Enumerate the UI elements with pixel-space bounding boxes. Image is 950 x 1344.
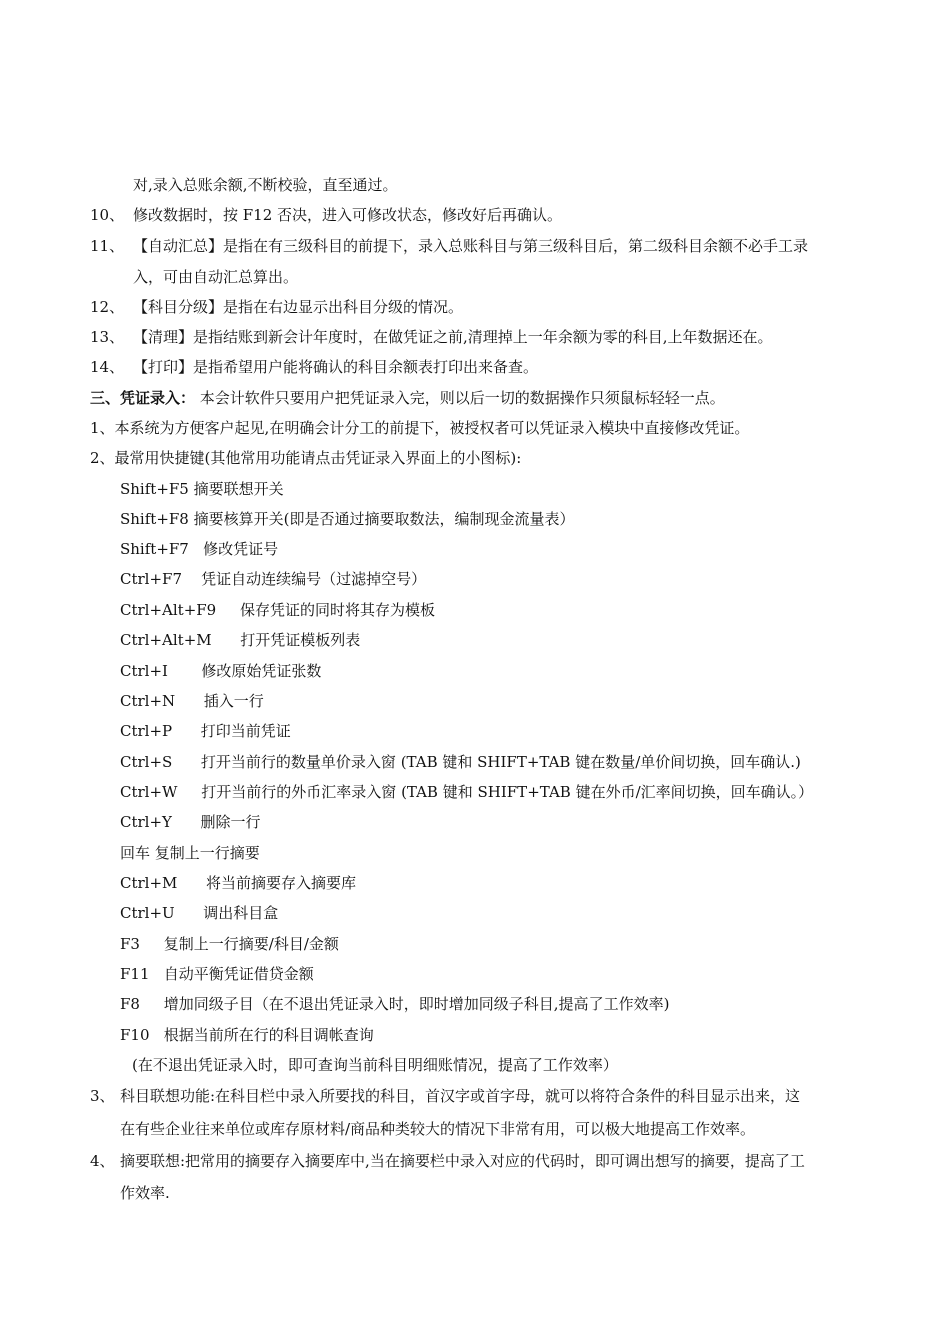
section-title: 三、凭证录入： (90, 389, 196, 407)
item-number: 10、 (90, 206, 125, 224)
section-text: 本会计软件只要用户把凭证录入完，则以后一切的数据操作只须鼠标轻轻一点。 (199, 389, 725, 407)
shortcut-line: Ctrl+F7 凭证自动连续编号（过滤掉空号） (120, 570, 427, 588)
text-line: 在有些企业往来单位或库存原材料/商品种类较大的情况下非常有用，可以极大地提高工作效率。 (120, 1120, 756, 1138)
shortcut-line: Ctrl+P 打印当前凭证 (120, 722, 291, 740)
shortcut-line: Ctrl+Y 删除一行 (120, 813, 261, 831)
text-line: 科目联想功能:在科目栏中录入所要找的科目，首汉字或首字母，就可以将符合条件的科目显示出来，这 (120, 1087, 801, 1105)
shortcut-line: Ctrl+M 将当前摘要存入摘要库 (120, 874, 357, 892)
shortcut-line: F3 复制上一行摘要/科目/金额 (120, 935, 339, 953)
text-line: 对,录入总账余额,不断校验，直至通过。 (133, 176, 398, 194)
item-number: 3、 (90, 1087, 115, 1105)
text-line: 【自动汇总】是指在有三级科目的前提下，录入总账科目与第三级科目后，第二级科目余额不必手工录 (133, 237, 809, 255)
shortcut-line: Ctrl+W 打开当前行的外币汇率录入窗 (TAB 键和 SHIFT+TAB 键在外币/汇率间切换，回车确认。） (120, 783, 814, 801)
shortcut-line: F11 自动平衡凭证借贷金额 (120, 965, 314, 983)
shortcut-line: Shift+F5 摘要联想开关 (120, 480, 284, 498)
item-number: 11、 (90, 237, 125, 255)
paragraph: 1、本系统为方便客户起见,在明确会计分工的前提下，被授权者可以凭证录入模块中直接修改凭证。 (90, 419, 750, 437)
text-line: 【打印】是指希望用户能将确认的科目余额表打印出来备查。 (133, 358, 539, 376)
shortcut-line: F10 根据当前所在行的科目调帐查询 (120, 1026, 374, 1044)
shortcut-line: Shift+F8 摘要核算开关(即是否通过摘要取数法，编制现金流量表） (120, 510, 575, 528)
item-number: 13、 (90, 328, 125, 346)
text-line: 摘要联想:把常用的摘要存入摘要库中,当在摘要栏中录入对应的代码时，即可调出想写的摘要，提高了工 (120, 1152, 805, 1170)
text-line: 【清理】是指结账到新会计年度时，在做凭证之前,清理掉上一年余额为零的科目,上年数据还在。 (133, 328, 773, 346)
shortcut-line: Shift+F7 修改凭证号 (120, 540, 279, 558)
shortcut-line: Ctrl+U 调出科目盒 (120, 904, 279, 922)
shortcut-line: Ctrl+N 插入一行 (120, 692, 264, 710)
section-heading (90, 387, 725, 409)
shortcut-line: Ctrl+S 打开当前行的数量单价录入窗 (TAB 键和 SHIFT+TAB 键在数量/单价间切换，回车确认.) (120, 753, 801, 771)
shortcut-line: 回车 复制上一行摘要 (120, 844, 260, 862)
item-number: 4、 (90, 1152, 115, 1170)
shortcut-line: Ctrl+Alt+M 打开凭证模板列表 (120, 631, 361, 649)
item-number: 12、 (90, 298, 125, 316)
text-line: 入，可由自动汇总算出。 (133, 268, 299, 286)
text-line: 作效率. (120, 1184, 170, 1202)
item-number: 14、 (90, 358, 125, 376)
text-line: 【科目分级】是指在右边显示出科目分级的情况。 (133, 298, 464, 316)
text-line: 修改数据时，按 F12 否决，进入可修改状态，修改好后再确认。 (133, 206, 563, 224)
shortcut-line: F8 增加同级子目（在不退出凭证录入时，即时增加同级子科目,提高了工作效率) (120, 995, 670, 1013)
shortcut-line: Ctrl+I 修改原始凭证张数 (120, 662, 322, 680)
shortcut-line: Ctrl+Alt+F9 保存凭证的同时将其存为模板 (120, 601, 436, 619)
shortcut-note: (在不退出凭证录入时，即可查询当前科目明细账情况，提高了工作效率） (132, 1056, 618, 1074)
paragraph: 2、最常用快捷键(其他常用功能请点击凭证录入界面上的小图标): (90, 449, 522, 467)
